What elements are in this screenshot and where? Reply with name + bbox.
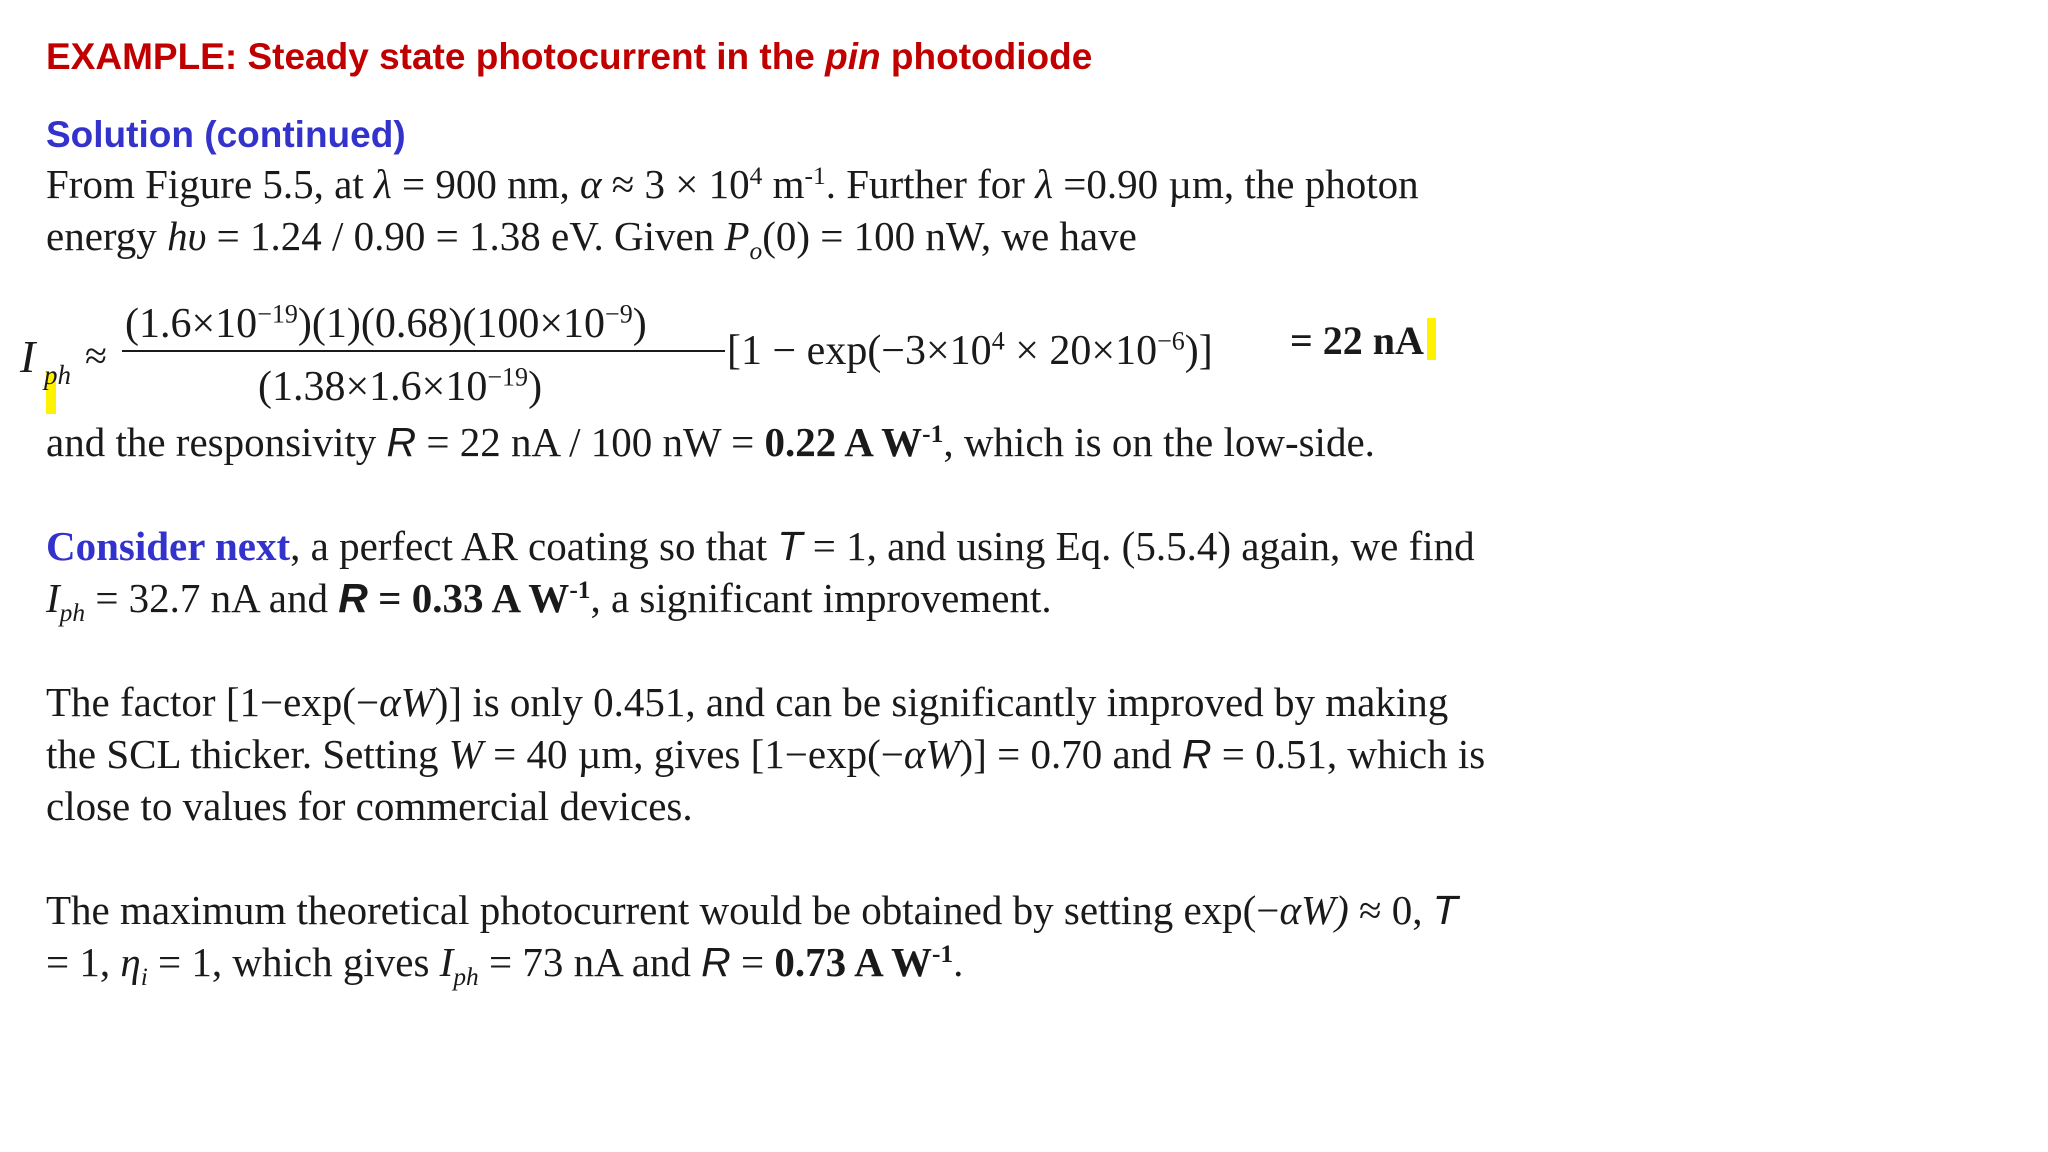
highlight-mark-right <box>1427 318 1436 360</box>
para4-line1: The maximum theoretical photocurrent would be obtained by setting exp(−αW) ≈ 0, T <box>46 887 1458 933</box>
para3-line3: close to values for commercial devices. <box>46 783 693 829</box>
eq-approx: ≈ <box>85 333 107 378</box>
eq-bracket-term: $[1 - \exp(-3\times 10^4 \times 20\times 10^{-6})]$ <box>727 326 1213 374</box>
para2-line2: $I_{ph} = 32.7$ nA and R = 0.33 A $W^{-1}$, a significant improvement. <box>46 575 1052 627</box>
slide-subtitle: Solution (continued) <box>46 114 406 155</box>
slide-title: EXAMPLE: Steady state photocurrent in the pin photodiode <box>46 36 1093 77</box>
eq-numerator: $(1.6\times 10^{-19})(1)(0.68)(100\times 10^{-9})$ <box>125 299 647 347</box>
para2-line1: Consider next, a perfect AR coating so that T = 1, and using Eq. (5.5.4) again, we find <box>46 523 1475 569</box>
eq-iph-symbol: I <box>20 331 36 382</box>
eq-result: = 22 nA <box>1290 318 1424 363</box>
para1-line1: From Figure 5.5, at λ = 900 nm, $\alpha \approx 3 \times 10^4$ $m^{-1}$. Further for λ =0.90 µm, the photon <box>46 161 1419 207</box>
para3-line1: The factor [1−exp(−αW)] is only 0.451, and can be significantly improved by making <box>46 679 1449 725</box>
eq-iph-subscript: ph <box>44 360 71 390</box>
para4-line2: = 1, $\eta_i = 1$, which gives $I_{ph} = 73$ nA and R = 0.73 A $W^{-1}$. <box>46 939 964 991</box>
para1-line2: energy hυ = 1.24 / 0.90 = 1.38 eV. Given $P_o(0) = 100$ nW, we have <box>46 213 1137 265</box>
para3-line2: the SCL thicker. Setting W = 40 µm, gives [1−exp(−αW)] = 0.70 and R = 0.51, which is <box>46 731 1486 777</box>
eq-fraction-bar <box>122 350 725 352</box>
eq-denominator: $(1.38\times 1.6\times 10^{-19})$ <box>258 362 543 410</box>
para1-responsivity: and the responsivity R = 22 nA / 100 nW = 0.22 A $W^{-1}$, which is on the low-side. <box>46 419 1375 465</box>
